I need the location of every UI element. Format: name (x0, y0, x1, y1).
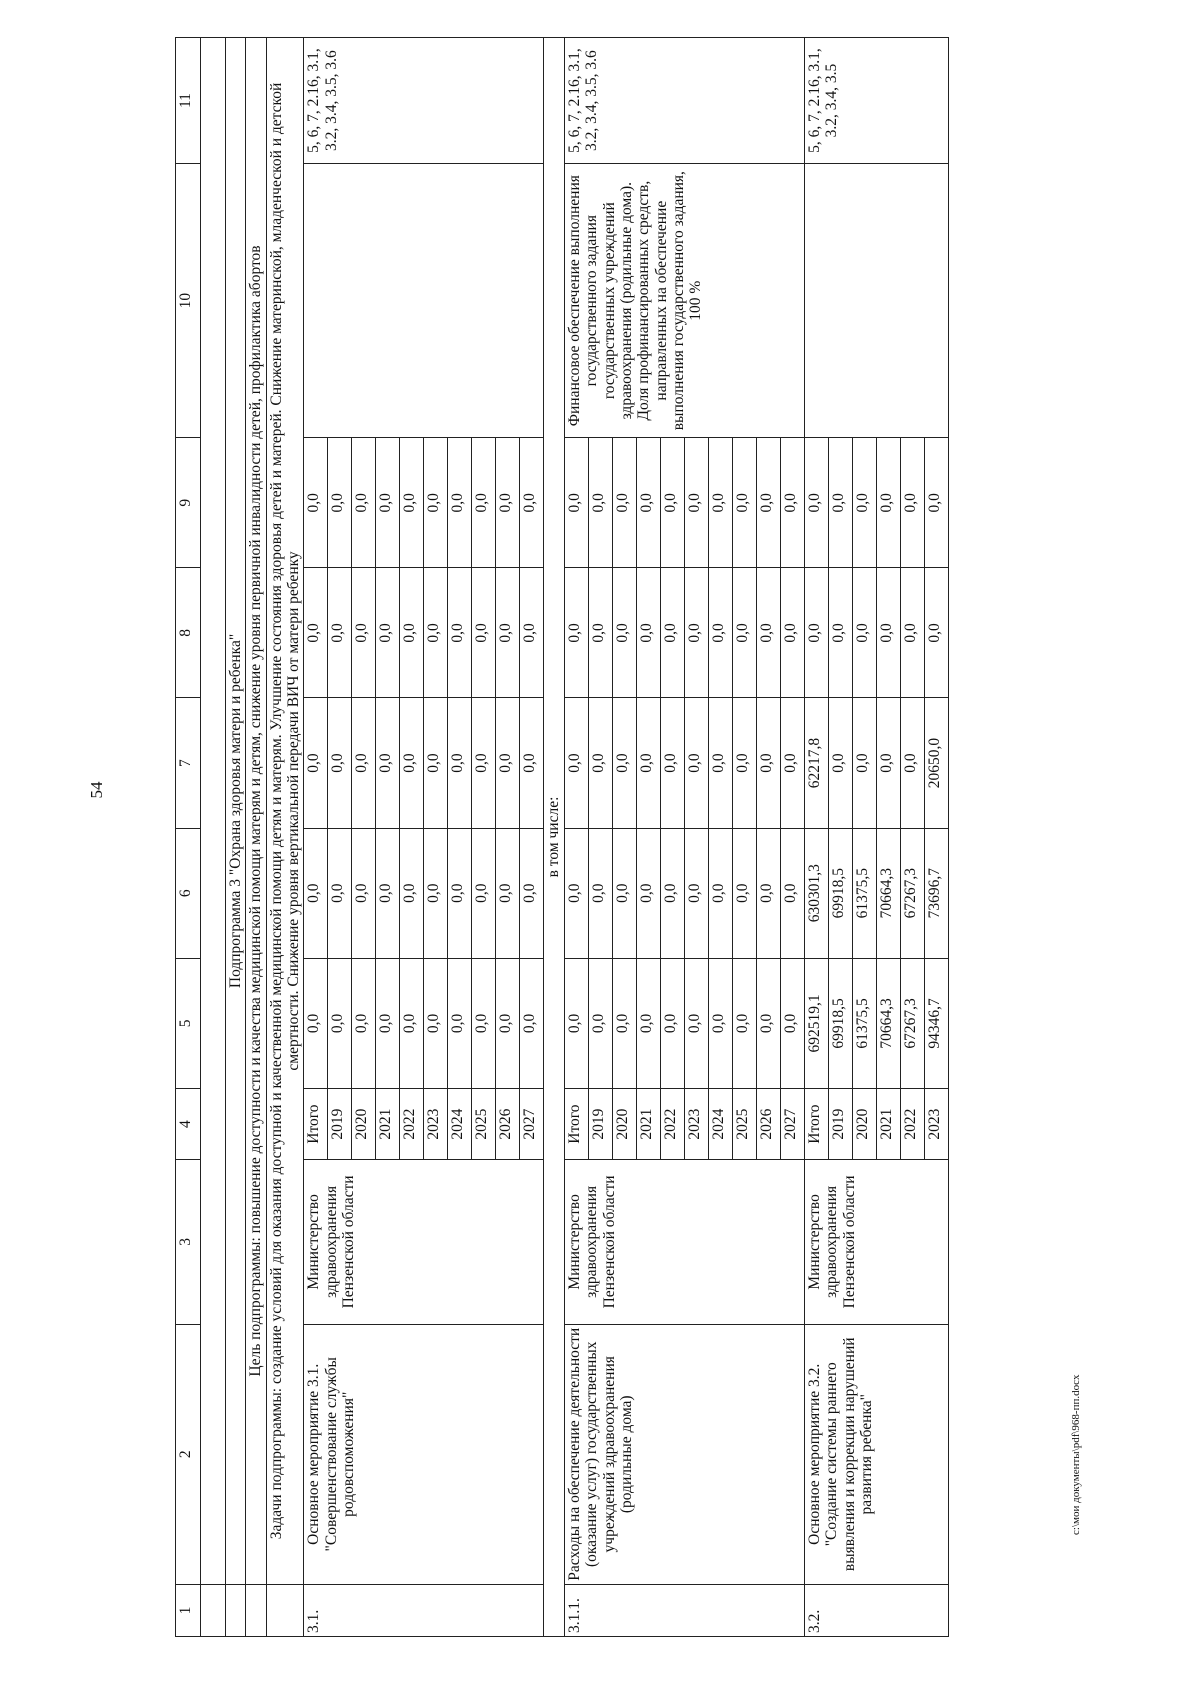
value-col7: 0,0 (496, 698, 520, 828)
value-col5: 0,0 (660, 958, 684, 1088)
in-that-number-row (544, 38, 564, 1637)
blank-span-cell (201, 38, 226, 1585)
data-row (564, 38, 588, 1637)
value-col8: 0,0 (564, 568, 588, 698)
value-col9: 0,0 (588, 438, 612, 568)
value-col8: 0,0 (756, 568, 780, 698)
program-table (175, 37, 949, 1637)
subprogram-goal-row (246, 38, 266, 1637)
value-col9: 0,0 (448, 438, 472, 568)
row-executor: Министерство здравоохранения Пензенской области (564, 1160, 804, 1324)
row-indicator (804, 164, 948, 438)
value-col6: 0,0 (588, 828, 612, 958)
row-links: 5, 6, 7, 2.16, 3.1, 3.2, 3.4, 3.5, 3.6 (564, 38, 804, 164)
value-col5: 0,0 (424, 958, 448, 1088)
column-number: 10 (176, 164, 201, 438)
year-cell: 2023 (924, 1088, 948, 1159)
blank-row (201, 38, 226, 1637)
value-col8: 0,0 (448, 568, 472, 698)
value-col7: 0,0 (304, 698, 328, 828)
value-col6: 0,0 (448, 828, 472, 958)
year-cell: 2021 (636, 1088, 660, 1159)
value-col8: 0,0 (352, 568, 376, 698)
value-col5: 0,0 (756, 958, 780, 1088)
value-col9: 0,0 (304, 438, 328, 568)
row-number: 3.1. (304, 1584, 544, 1636)
value-col7: 0,0 (400, 698, 424, 828)
column-number: 4 (176, 1088, 201, 1159)
year-cell: 2025 (732, 1088, 756, 1159)
value-col8: 0,0 (900, 568, 924, 698)
column-number: 1 (176, 1584, 201, 1636)
value-col5: 692519,1 (804, 958, 828, 1088)
value-col6: 0,0 (612, 828, 636, 958)
value-col6: 0,0 (520, 828, 544, 958)
year-cell: 2020 (612, 1088, 636, 1159)
value-col9: 0,0 (520, 438, 544, 568)
value-col5: 94346,7 (924, 958, 948, 1088)
value-col9: 0,0 (376, 438, 400, 568)
value-col8: 0,0 (304, 568, 328, 698)
value-col6: 0,0 (732, 828, 756, 958)
value-col8: 0,0 (612, 568, 636, 698)
value-col6: 0,0 (376, 828, 400, 958)
value-col7: 0,0 (708, 698, 732, 828)
value-col8: 0,0 (684, 568, 708, 698)
row-links: 5, 6, 7, 2.16, 3.1, 3.2, 3.4, 3.5 (804, 38, 948, 164)
year-cell: 2022 (900, 1088, 924, 1159)
value-col8: 0,0 (472, 568, 496, 698)
subprogram-tasks: Задачи подпрограммы: создание условий для оказания доступной и качественной медицинской помощи детям и матерям. Улучшение состояния здоровья детей и матерей. Снижение материнской, младенческой и детской смертности. Снижение уровня вертикальной передачи ВИЧ от матери ребенку (266, 38, 304, 1585)
year-cell: 2022 (660, 1088, 684, 1159)
value-col8: 0,0 (924, 568, 948, 698)
value-col9: 0,0 (804, 438, 828, 568)
value-col6: 0,0 (684, 828, 708, 958)
value-col5: 0,0 (780, 958, 804, 1088)
value-col6: 0,0 (328, 828, 352, 958)
blank-cell (201, 1584, 226, 1636)
column-number: 2 (176, 1324, 201, 1584)
page-number: 54 (87, 781, 106, 799)
column-number-row (176, 38, 201, 1637)
value-col9: 0,0 (564, 438, 588, 568)
subprogram-goal: Цель подпрограммы: повышение доступности и качества медицинской помощи матерям и детям, снижение уровня первичной инвалидности детей, профилактика абортов (246, 38, 266, 1585)
value-col9: 0,0 (900, 438, 924, 568)
value-col7: 0,0 (684, 698, 708, 828)
year-cell: 2026 (496, 1088, 520, 1159)
value-col9: 0,0 (852, 438, 876, 568)
column-number: 11 (176, 38, 201, 164)
value-col9: 0,0 (684, 438, 708, 568)
value-col7: 0,0 (472, 698, 496, 828)
subprogram-title: Подпрограмма 3 "Охрана здоровья матери и ребенка" (226, 38, 246, 1585)
value-col7: 0,0 (828, 698, 852, 828)
value-col5: 0,0 (636, 958, 660, 1088)
value-col7: 0,0 (900, 698, 924, 828)
blank-cell (246, 1584, 266, 1636)
value-col8: 0,0 (780, 568, 804, 698)
value-col5: 0,0 (684, 958, 708, 1088)
value-col5: 0,0 (304, 958, 328, 1088)
column-number: 7 (176, 698, 201, 828)
value-col7: 0,0 (424, 698, 448, 828)
value-col5: 0,0 (520, 958, 544, 1088)
value-col6: 73696,7 (924, 828, 948, 958)
value-col7: 62217,8 (804, 698, 828, 828)
year-cell: 2019 (328, 1088, 352, 1159)
value-col6: 630301,3 (804, 828, 828, 958)
year-cell: 2025 (472, 1088, 496, 1159)
value-col5: 0,0 (612, 958, 636, 1088)
value-col9: 0,0 (400, 438, 424, 568)
value-col7: 0,0 (564, 698, 588, 828)
value-col8: 0,0 (708, 568, 732, 698)
column-number: 9 (176, 438, 201, 568)
value-col5: 61375,5 (852, 958, 876, 1088)
value-col7: 0,0 (520, 698, 544, 828)
value-col6: 0,0 (564, 828, 588, 958)
column-number: 3 (176, 1160, 201, 1324)
value-col9: 0,0 (328, 438, 352, 568)
value-col9: 0,0 (876, 438, 900, 568)
year-cell: 2019 (828, 1088, 852, 1159)
year-cell: 2027 (780, 1088, 804, 1159)
data-row (804, 38, 828, 1637)
value-col7: 20650,0 (924, 698, 948, 828)
year-cell: 2020 (352, 1088, 376, 1159)
column-number: 8 (176, 568, 201, 698)
value-col9: 0,0 (472, 438, 496, 568)
value-col7: 0,0 (636, 698, 660, 828)
value-col7: 0,0 (780, 698, 804, 828)
value-col6: 69918,5 (828, 828, 852, 958)
value-col8: 0,0 (732, 568, 756, 698)
value-col9: 0,0 (352, 438, 376, 568)
value-col7: 0,0 (376, 698, 400, 828)
value-col6: 0,0 (756, 828, 780, 958)
row-executor: Министерство здравоохранения Пензенской области (304, 1160, 544, 1324)
year-cell: 2022 (400, 1088, 424, 1159)
value-col6: 0,0 (708, 828, 732, 958)
value-col9: 0,0 (612, 438, 636, 568)
value-col5: 69918,5 (828, 958, 852, 1088)
value-col8: 0,0 (852, 568, 876, 698)
year-cell: 2023 (424, 1088, 448, 1159)
value-col8: 0,0 (424, 568, 448, 698)
value-col7: 0,0 (448, 698, 472, 828)
value-col6: 0,0 (636, 828, 660, 958)
row-number: 3.1.1. (564, 1584, 804, 1636)
value-col5: 0,0 (564, 958, 588, 1088)
table-body (176, 38, 949, 1637)
value-col8: 0,0 (828, 568, 852, 698)
value-col5: 0,0 (328, 958, 352, 1088)
value-col9: 0,0 (708, 438, 732, 568)
value-col8: 0,0 (876, 568, 900, 698)
value-col5: 0,0 (472, 958, 496, 1088)
value-col6: 61375,5 (852, 828, 876, 958)
value-col5: 0,0 (732, 958, 756, 1088)
value-col5: 0,0 (376, 958, 400, 1088)
value-col8: 0,0 (660, 568, 684, 698)
blank-cell (226, 1584, 246, 1636)
value-col6: 70664,3 (876, 828, 900, 958)
column-number: 5 (176, 958, 201, 1088)
value-col7: 0,0 (588, 698, 612, 828)
value-col9: 0,0 (424, 438, 448, 568)
year-cell: 2024 (708, 1088, 732, 1159)
year-cell: 2020 (852, 1088, 876, 1159)
year-cell: Итого (304, 1088, 328, 1159)
value-col8: 0,0 (376, 568, 400, 698)
value-col7: 0,0 (876, 698, 900, 828)
year-cell: 2026 (756, 1088, 780, 1159)
row-executor: Министерство здравоохранения Пензенской области (804, 1160, 948, 1324)
year-cell: 2021 (876, 1088, 900, 1159)
value-col6: 0,0 (352, 828, 376, 958)
column-number: 6 (176, 828, 201, 958)
year-cell: Итого (804, 1088, 828, 1159)
value-col8: 0,0 (520, 568, 544, 698)
year-cell: Итого (564, 1088, 588, 1159)
value-col9: 0,0 (828, 438, 852, 568)
value-col6: 0,0 (496, 828, 520, 958)
row-name: Основное мероприятие 3.2. "Создание системы раннего выявления и коррекции нарушений развития ребенка" (804, 1324, 948, 1584)
value-col5: 70664,3 (876, 958, 900, 1088)
value-col8: 0,0 (496, 568, 520, 698)
value-col6: 0,0 (400, 828, 424, 958)
row-name: Расходы на обеспечение деятельности (оказание услуг) государственных учреждений здравоохранения (родильные дома) (564, 1324, 804, 1584)
value-col7: 0,0 (352, 698, 376, 828)
value-col5: 67267,3 (900, 958, 924, 1088)
subprogram-tasks-row (266, 38, 304, 1637)
blank-cell (266, 1584, 304, 1636)
value-col7: 0,0 (732, 698, 756, 828)
value-col6: 0,0 (304, 828, 328, 958)
year-cell: 2019 (588, 1088, 612, 1159)
row-indicator: Финансовое обеспечение выполнения государственного задания государственных учреждений здравоохранения (родильные дома). Доля профинансированных средств, направленных на обеспечение выполнения государственного задания, 100 % (564, 164, 804, 438)
row-links: 5, 6, 7, 2.16, 3.1, 3.2, 3.4, 3.5, 3.6 (304, 38, 544, 164)
data-row (304, 38, 328, 1637)
value-col9: 0,0 (732, 438, 756, 568)
value-col5: 0,0 (708, 958, 732, 1088)
value-col5: 0,0 (352, 958, 376, 1088)
value-col6: 67267,3 (900, 828, 924, 958)
year-cell: 2027 (520, 1088, 544, 1159)
value-col7: 0,0 (328, 698, 352, 828)
in-that-number-label: в том числе: (544, 38, 564, 1637)
value-col6: 0,0 (424, 828, 448, 958)
year-cell: 2023 (684, 1088, 708, 1159)
footer-file-path: c:\мои документы\pdf\968-пп.docx (1070, 1374, 1082, 1535)
rotated-table-wrapper (175, 37, 1100, 1637)
value-col9: 0,0 (780, 438, 804, 568)
year-cell: 2024 (448, 1088, 472, 1159)
value-col6: 0,0 (660, 828, 684, 958)
value-col6: 0,0 (472, 828, 496, 958)
value-col9: 0,0 (756, 438, 780, 568)
value-col8: 0,0 (588, 568, 612, 698)
value-col9: 0,0 (660, 438, 684, 568)
value-col5: 0,0 (588, 958, 612, 1088)
row-indicator (304, 164, 544, 438)
value-col9: 0,0 (636, 438, 660, 568)
row-number: 3.2. (804, 1584, 948, 1636)
value-col8: 0,0 (636, 568, 660, 698)
value-col7: 0,0 (612, 698, 636, 828)
value-col5: 0,0 (496, 958, 520, 1088)
value-col8: 0,0 (804, 568, 828, 698)
value-col7: 0,0 (756, 698, 780, 828)
value-col6: 0,0 (780, 828, 804, 958)
row-name: Основное мероприятие 3.1. "Совершенствование службы родовспоможения" (304, 1324, 544, 1584)
value-col8: 0,0 (328, 568, 352, 698)
value-col9: 0,0 (924, 438, 948, 568)
value-col9: 0,0 (496, 438, 520, 568)
value-col5: 0,0 (448, 958, 472, 1088)
value-col5: 0,0 (400, 958, 424, 1088)
year-cell: 2021 (376, 1088, 400, 1159)
value-col7: 0,0 (852, 698, 876, 828)
value-col7: 0,0 (660, 698, 684, 828)
value-col8: 0,0 (400, 568, 424, 698)
subprogram-title-row (226, 38, 246, 1637)
